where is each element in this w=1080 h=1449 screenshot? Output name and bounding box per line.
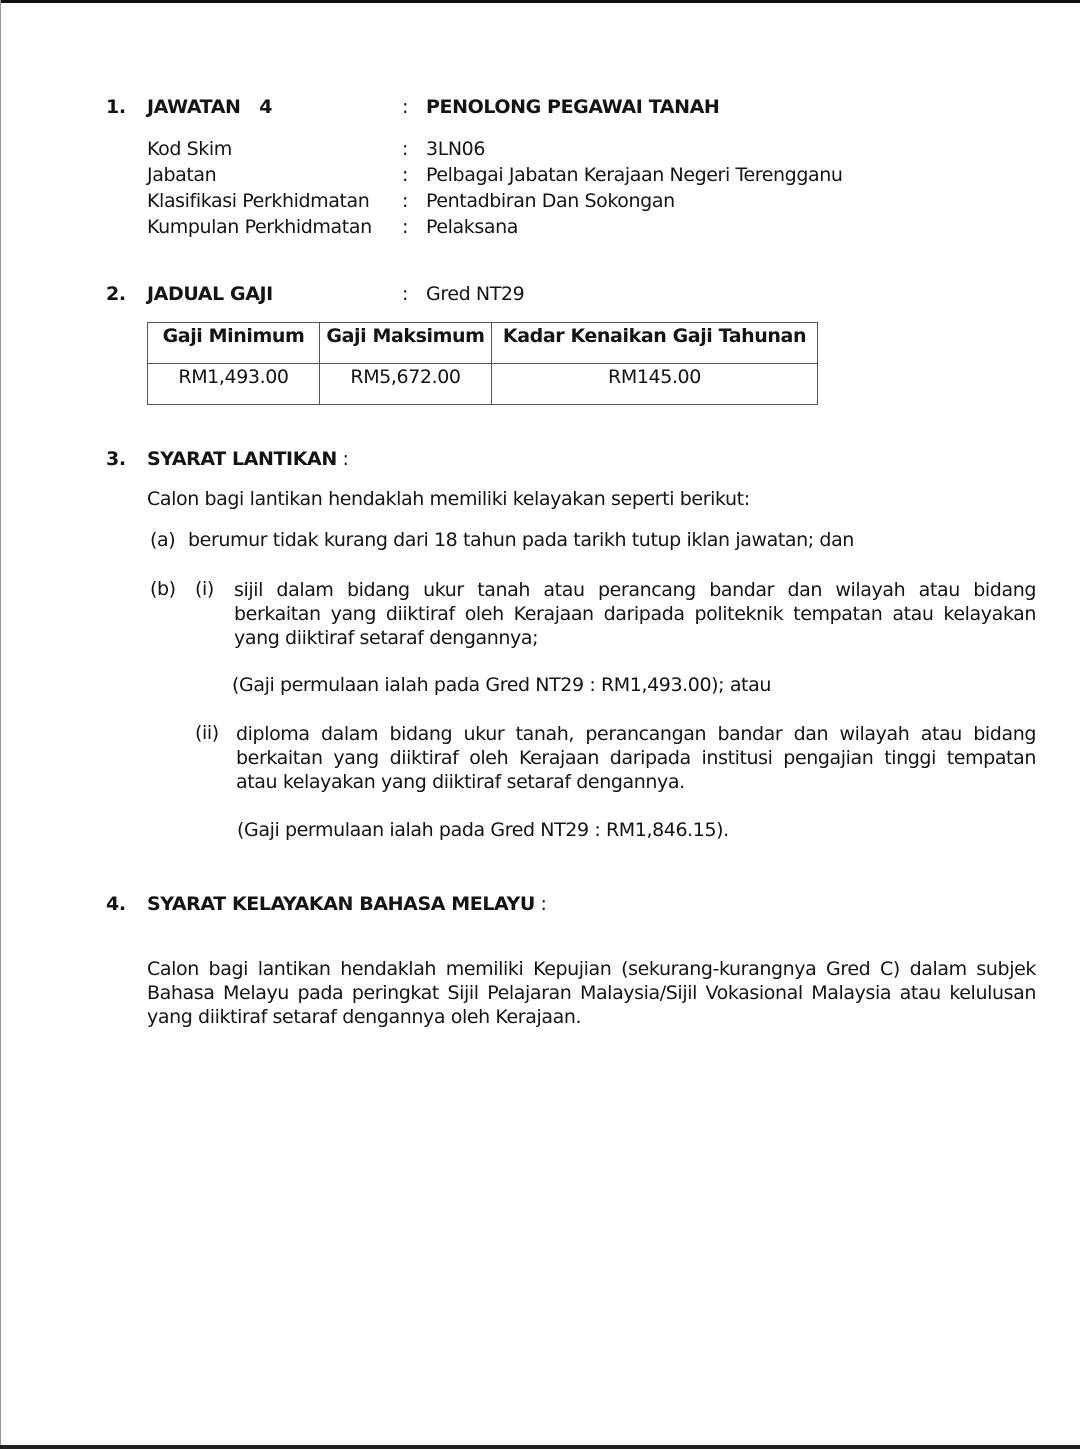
item-b-i-text: sijil dalam bidang ukur tanah atau perancang bandar dan wilayah atau bidang berkaitan yang diiktiraf oleh Kerajaan daripada politeknik tempatan atau kelayakan yang diiktiraf setaraf dengannya; (234, 579, 1036, 649)
section-3-title-suffix: : (336, 448, 349, 470)
item-b-ii-marker: (ii) (195, 722, 219, 744)
header-gaji-maksimum: Gaji Maksimum (320, 323, 492, 364)
section-4-heading (147, 893, 547, 915)
item-a-marker: (a) (150, 529, 176, 551)
grade-value: Gred NT29 (426, 283, 525, 305)
field-value-klasifikasi: Pentadbiran Dan Sokongan (426, 190, 675, 212)
field-colon: : (402, 138, 409, 160)
field-label-klasifikasi: Klasifikasi Perkhidmatan (147, 190, 370, 212)
header-gaji-minimum: Gaji Minimum (148, 323, 320, 364)
item-b-i-marker: (i) (195, 578, 214, 600)
header-kadar-kenaikan: Kadar Kenaikan Gaji Tahunan (492, 323, 818, 364)
section-1-title: JAWATAN 4 (147, 96, 273, 118)
cell-gaji-maksimum: RM5,672.00 (320, 364, 492, 405)
item-a-text: berumur tidak kurang dari 18 tahun pada tarikh tutup iklan jawatan; dan (188, 529, 854, 551)
field-value-kumpulan: Pelaksana (426, 216, 519, 238)
section-1-colon: : (402, 96, 409, 118)
field-value-kod-skim: 3LN06 (426, 138, 486, 160)
section-2-number: 2. (106, 283, 126, 305)
item-b-i-salary-note: (Gaji permulaan ialah pada Gred NT29 : RM1,493.00); atau (232, 674, 771, 696)
field-label-kod-skim: Kod Skim (147, 138, 232, 160)
section-4-number: 4. (106, 893, 126, 915)
section-4-text: Calon bagi lantikan hendaklah memiliki Kepujian (sekurang-kurangnya Gred C) dalam subjek Bahasa Melayu pada peringkat Sijil Pelajaran Malaysia/Sijil Vokasional Malaysia atau kelulusan yang diiktiraf setaraf dengannya oleh Kerajaan. (147, 958, 1036, 1028)
section-4-title-suffix: : (534, 893, 547, 915)
field-label-jabatan: Jabatan (147, 164, 217, 186)
section-3-number: 3. (106, 448, 126, 470)
field-colon: : (402, 190, 409, 212)
field-value-jabatan: Pelbagai Jabatan Kerajaan Negeri Terengganu (426, 164, 843, 186)
section-3-intro: Calon bagi lantikan hendaklah memiliki kelayakan seperti berikut: (147, 488, 750, 510)
item-b-ii-salary-note: (Gaji permulaan ialah pada Gred NT29 : RM1,846.15). (237, 819, 729, 841)
item-b-ii-text: diploma dalam bidang ukur tanah, perancangan bandar dan wilayah atau bidang berkaitan yang diiktiraf oleh Kerajaan daripada institusi pengajian tinggi tempatan atau kelayakan yang diiktiraf setaraf dengannya. (236, 723, 1036, 793)
section-1-number: 1. (106, 96, 126, 118)
field-label-kumpulan: Kumpulan Perkhidmatan (147, 216, 372, 238)
section-3-heading (147, 448, 349, 470)
table-header-row (148, 323, 818, 364)
job-title-value: PENOLONG PEGAWAI TANAH (426, 96, 720, 118)
section-2-colon: : (402, 283, 409, 305)
section-2-title: JADUAL GAJI (147, 283, 273, 305)
table-row (148, 364, 818, 405)
section-3-title: SYARAT LANTIKAN (147, 448, 337, 470)
field-colon: : (402, 216, 409, 238)
cell-kadar-kenaikan: RM145.00 (492, 364, 818, 405)
salary-table (147, 322, 818, 405)
section-4-title: SYARAT KELAYAKAN BAHASA MELAYU (147, 893, 535, 915)
item-b-marker: (b) (150, 578, 176, 600)
cell-gaji-minimum: RM1,493.00 (148, 364, 320, 405)
field-colon: : (402, 164, 409, 186)
